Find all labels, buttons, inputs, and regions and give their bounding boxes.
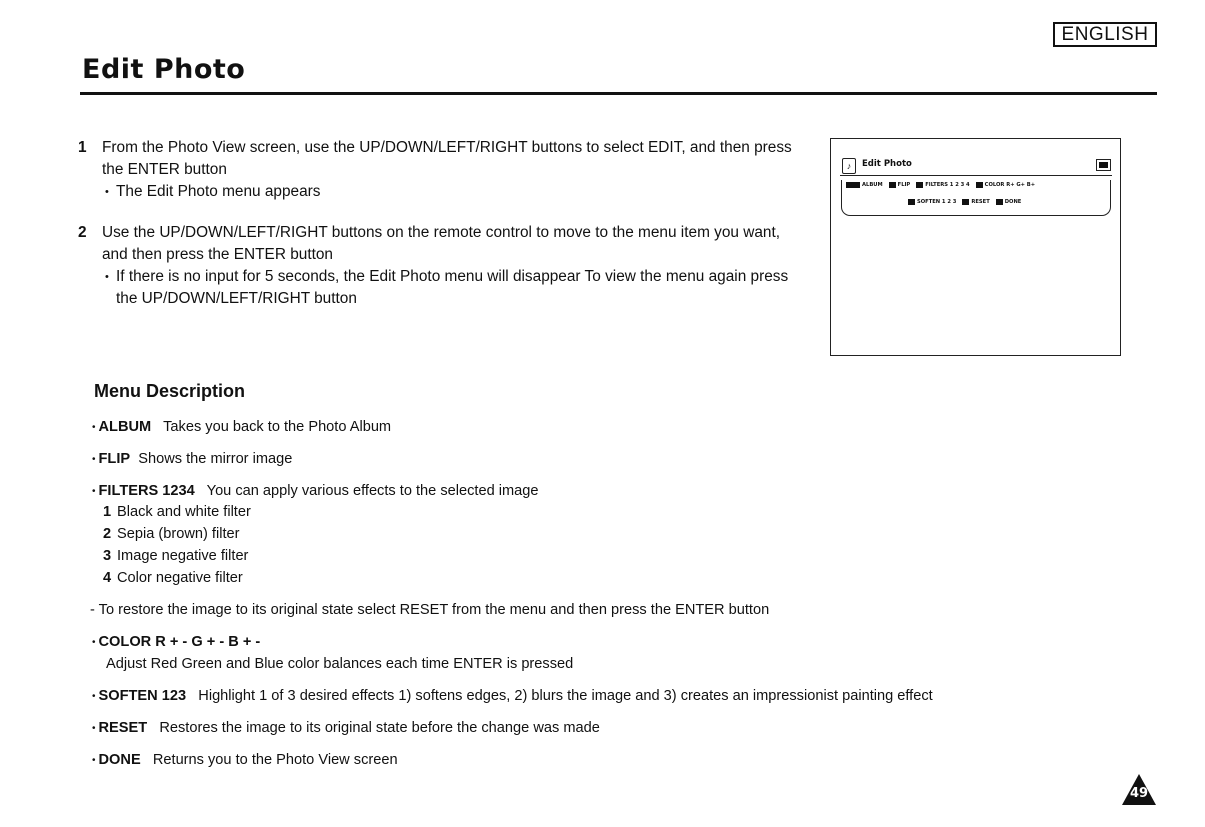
color-detail: Adjust Red Green and Blue color balances each time ENTER is pressed: [106, 656, 574, 672]
reset-icon: [962, 199, 969, 205]
menu-item-reset[interactable]: [962, 199, 989, 205]
description-album: [92, 419, 391, 435]
menu-item-soften[interactable]: [908, 199, 956, 205]
filter-number: 2: [103, 526, 112, 542]
step-note-text: The Edit Photo menu appears: [116, 183, 321, 200]
flip-icon: [889, 182, 896, 188]
description-done: [92, 752, 398, 768]
step-text: From the Photo View screen, use the UP/DOWN/LEFT/RIGHT buttons to select EDIT, and then press the ENTER button: [102, 139, 792, 178]
menu-item-done[interactable]: [996, 199, 1022, 205]
filter-text: Black and white filter: [117, 504, 251, 520]
album-icon: [846, 182, 860, 188]
step-note: [102, 181, 808, 203]
preview-title: Edit Photo: [862, 159, 912, 169]
filter-option: [103, 570, 243, 586]
soften-icon: [908, 199, 915, 205]
description-text: Restores the image to its original state before the change was made: [159, 720, 600, 736]
filter-number: 4: [103, 570, 112, 586]
menu-row: [908, 199, 1021, 205]
menu-item-label: FLIP: [897, 182, 911, 188]
bullet-icon: •: [92, 691, 96, 702]
page-title: Edit Photo: [82, 54, 246, 85]
menu-item-color[interactable]: [976, 182, 1035, 188]
menu-item-label: ALBUM: [862, 182, 883, 188]
step-number: 2: [78, 224, 87, 241]
done-icon: [996, 199, 1003, 205]
filter-text: Color negative filter: [117, 570, 243, 586]
description-text: Returns you to the Photo View screen: [152, 752, 398, 768]
bullet-icon: •: [92, 723, 96, 734]
page-number-badge: [1121, 773, 1157, 806]
description-text: You can apply various effects to the selected image: [206, 483, 539, 499]
bullet-icon: •: [92, 454, 96, 465]
edit-photo-menu: [841, 180, 1111, 216]
description-text: Highlight 1 of 3 desired effects 1) softens edges, 2) blurs the image and 3) creates an impressionist painting effect: [198, 688, 933, 704]
menu-item-album[interactable]: [846, 182, 883, 188]
description-reset: [92, 720, 600, 736]
description-color: [92, 634, 260, 650]
filter-text: Sepia (brown) filter: [117, 526, 240, 542]
description-key: RESET: [98, 720, 148, 736]
description-key: COLOR R + - G + - B + -: [98, 634, 261, 650]
description-text: Shows the mirror image: [138, 451, 293, 467]
filter-number: 1: [103, 504, 112, 520]
filter-option: [103, 504, 251, 520]
menu-description-heading: Menu Description: [94, 381, 246, 401]
description-key: DONE: [98, 752, 141, 768]
description-key: ALBUM: [98, 419, 152, 435]
step-number: 1: [78, 139, 87, 156]
description-text: Takes you back to the Photo Album: [163, 419, 392, 435]
language-badge: ENGLISH: [1053, 22, 1157, 47]
bullet-icon: •: [92, 422, 96, 433]
bullet-icon: •: [105, 186, 109, 198]
title-divider: [80, 92, 1157, 95]
instruction-steps: [78, 137, 808, 310]
filters-icon: [916, 182, 923, 188]
preview-header: [840, 158, 1112, 176]
filter-option: [103, 526, 239, 542]
menu-item-flip[interactable]: [889, 182, 911, 188]
description-flip: [92, 451, 292, 467]
photo-icon: ♪: [842, 158, 856, 174]
menu-item-filters[interactable]: [916, 182, 969, 188]
color-icon: [976, 182, 983, 188]
menu-item-label: COLOR R+ G+ B+: [984, 182, 1036, 188]
description-key: SOFTEN 123: [98, 688, 187, 704]
step-2: [78, 222, 808, 310]
menu-item-label: FILTERS 1 2 3 4: [925, 182, 970, 188]
bullet-icon: •: [92, 637, 96, 648]
bullet-icon: •: [92, 755, 96, 766]
step-note: [102, 266, 808, 310]
step-note-text: If there is no input for 5 seconds, the Edit Photo menu will disappear To view the menu again press the UP/DOWN/LEFT/RIGHT button: [116, 268, 789, 307]
bullet-icon: •: [92, 486, 96, 497]
description-key: FILTERS 1234: [98, 483, 195, 499]
reset-note: - To restore the image to its original state select RESET from the menu and then press the ENTER button: [90, 602, 770, 618]
menu-item-label: SOFTEN 1 2 3: [917, 199, 957, 205]
step-text: Use the UP/DOWN/LEFT/RIGHT buttons on the remote control to move to the menu item you want, and then press the ENTER button: [102, 224, 781, 263]
filter-option: [103, 548, 248, 564]
page-number: 49: [1129, 786, 1149, 801]
menu-item-label: DONE: [1004, 199, 1022, 205]
description-soften: [92, 688, 933, 704]
description-filters: [92, 483, 539, 499]
menu-item-label: RESET: [971, 199, 990, 205]
screen-preview: [830, 138, 1121, 356]
description-key: FLIP: [98, 451, 131, 467]
filter-text: Image negative filter: [117, 548, 249, 564]
bullet-icon: •: [105, 271, 109, 283]
filter-number: 3: [103, 548, 112, 564]
menu-row: [846, 182, 1035, 188]
step-1: [78, 137, 808, 203]
battery-icon: [1096, 159, 1111, 171]
